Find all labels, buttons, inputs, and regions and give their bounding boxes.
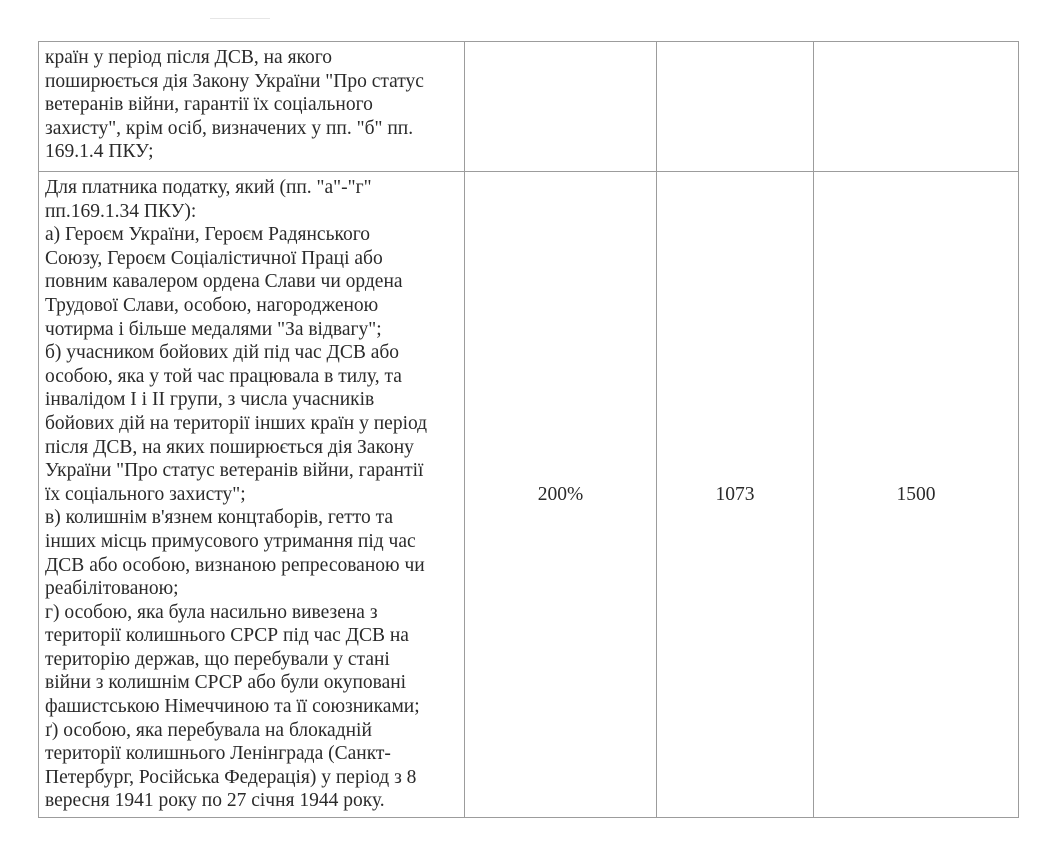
text-line: Трудової Слави, особою, нагородженою bbox=[45, 294, 379, 316]
amount-cell-2: 1500 bbox=[814, 172, 1019, 818]
text-line: війни з колишнім СРСР або були окуповані bbox=[45, 672, 407, 694]
text-line: повним кавалером ордена Слави чи ордена bbox=[45, 271, 403, 293]
text-line: бойових дій на території інших країн у період bbox=[45, 412, 428, 434]
text-line: в) колишнім в'язнем концтаборів, гетто та bbox=[45, 507, 394, 529]
amount-cell-1 bbox=[657, 42, 814, 172]
text-line: г) особою, яка була насильно вивезена з bbox=[45, 601, 378, 623]
amount-cell-2 bbox=[814, 42, 1019, 172]
text-line: фашистською Німеччиною та її союзниками; bbox=[45, 696, 420, 718]
text-line: після ДСВ, на яких поширюється дія Закону bbox=[45, 436, 414, 458]
text-line: б) учасником бойових дій під час ДСВ або bbox=[45, 342, 400, 364]
amount-cell-1: 1073 bbox=[657, 172, 814, 818]
text-line: ДСВ або особою, визнаною репресованою чи bbox=[45, 554, 425, 576]
text-line: країн у період після ДСВ, на якого bbox=[45, 47, 333, 68]
text-line: їх соціального захисту"; bbox=[45, 483, 246, 505]
rate-cell: 200% bbox=[465, 172, 657, 818]
text-line: захисту", крім осіб, визначених у пп. "б" пп. bbox=[45, 117, 414, 139]
text-line: особою, яка у той час працювала в тилу, та bbox=[45, 365, 402, 387]
text-line: інших місць примусового утримання під час bbox=[45, 530, 416, 552]
text-line: територію держав, що перебували у стані bbox=[45, 648, 390, 670]
text-line: території колишнього СРСР під час ДСВ на bbox=[45, 625, 409, 647]
text-line: вересня 1941 року по 27 січня 1944 року. bbox=[45, 790, 385, 812]
text-line: інвалідом І і ІІ групи, з числа учасників bbox=[45, 389, 375, 411]
text-line: Для платника податку, який (пп. "а"-"г" bbox=[45, 177, 372, 198]
text-line: реабілітованою; bbox=[45, 578, 179, 600]
text-line: 169.1.4 ПКУ; bbox=[45, 141, 154, 163]
text-line: ґ) особою, яка перебувала на блокадній bbox=[45, 719, 372, 741]
description-cell bbox=[39, 42, 465, 172]
text-line: ветеранів війни, гарантії їх соціального bbox=[45, 94, 373, 116]
table-row bbox=[39, 42, 1019, 172]
tax-benefit-table bbox=[38, 41, 1019, 818]
text-line: Петербург, Російська Федерація) у період з 8 bbox=[45, 766, 417, 788]
text-line: території колишнього Ленінграда (Санкт- bbox=[45, 743, 391, 765]
text-line: чотирма і більше медалями "За відвагу"; bbox=[45, 318, 382, 340]
text-line: а) Героєм України, Героєм Радянського bbox=[45, 224, 370, 246]
text-line: України "Про статус ветеранів війни, гарантії bbox=[45, 460, 424, 482]
scan-artifact-line bbox=[210, 18, 270, 19]
rate-cell bbox=[465, 42, 657, 172]
text-line: Союзу, Героєм Соціалістичної Праці або bbox=[45, 247, 383, 269]
description-cell bbox=[39, 172, 465, 818]
text-line: поширюється дія Закону України "Про статус bbox=[45, 70, 424, 92]
table-row bbox=[39, 172, 1019, 818]
text-line: пп.169.1.34 ПКУ): bbox=[45, 200, 197, 222]
